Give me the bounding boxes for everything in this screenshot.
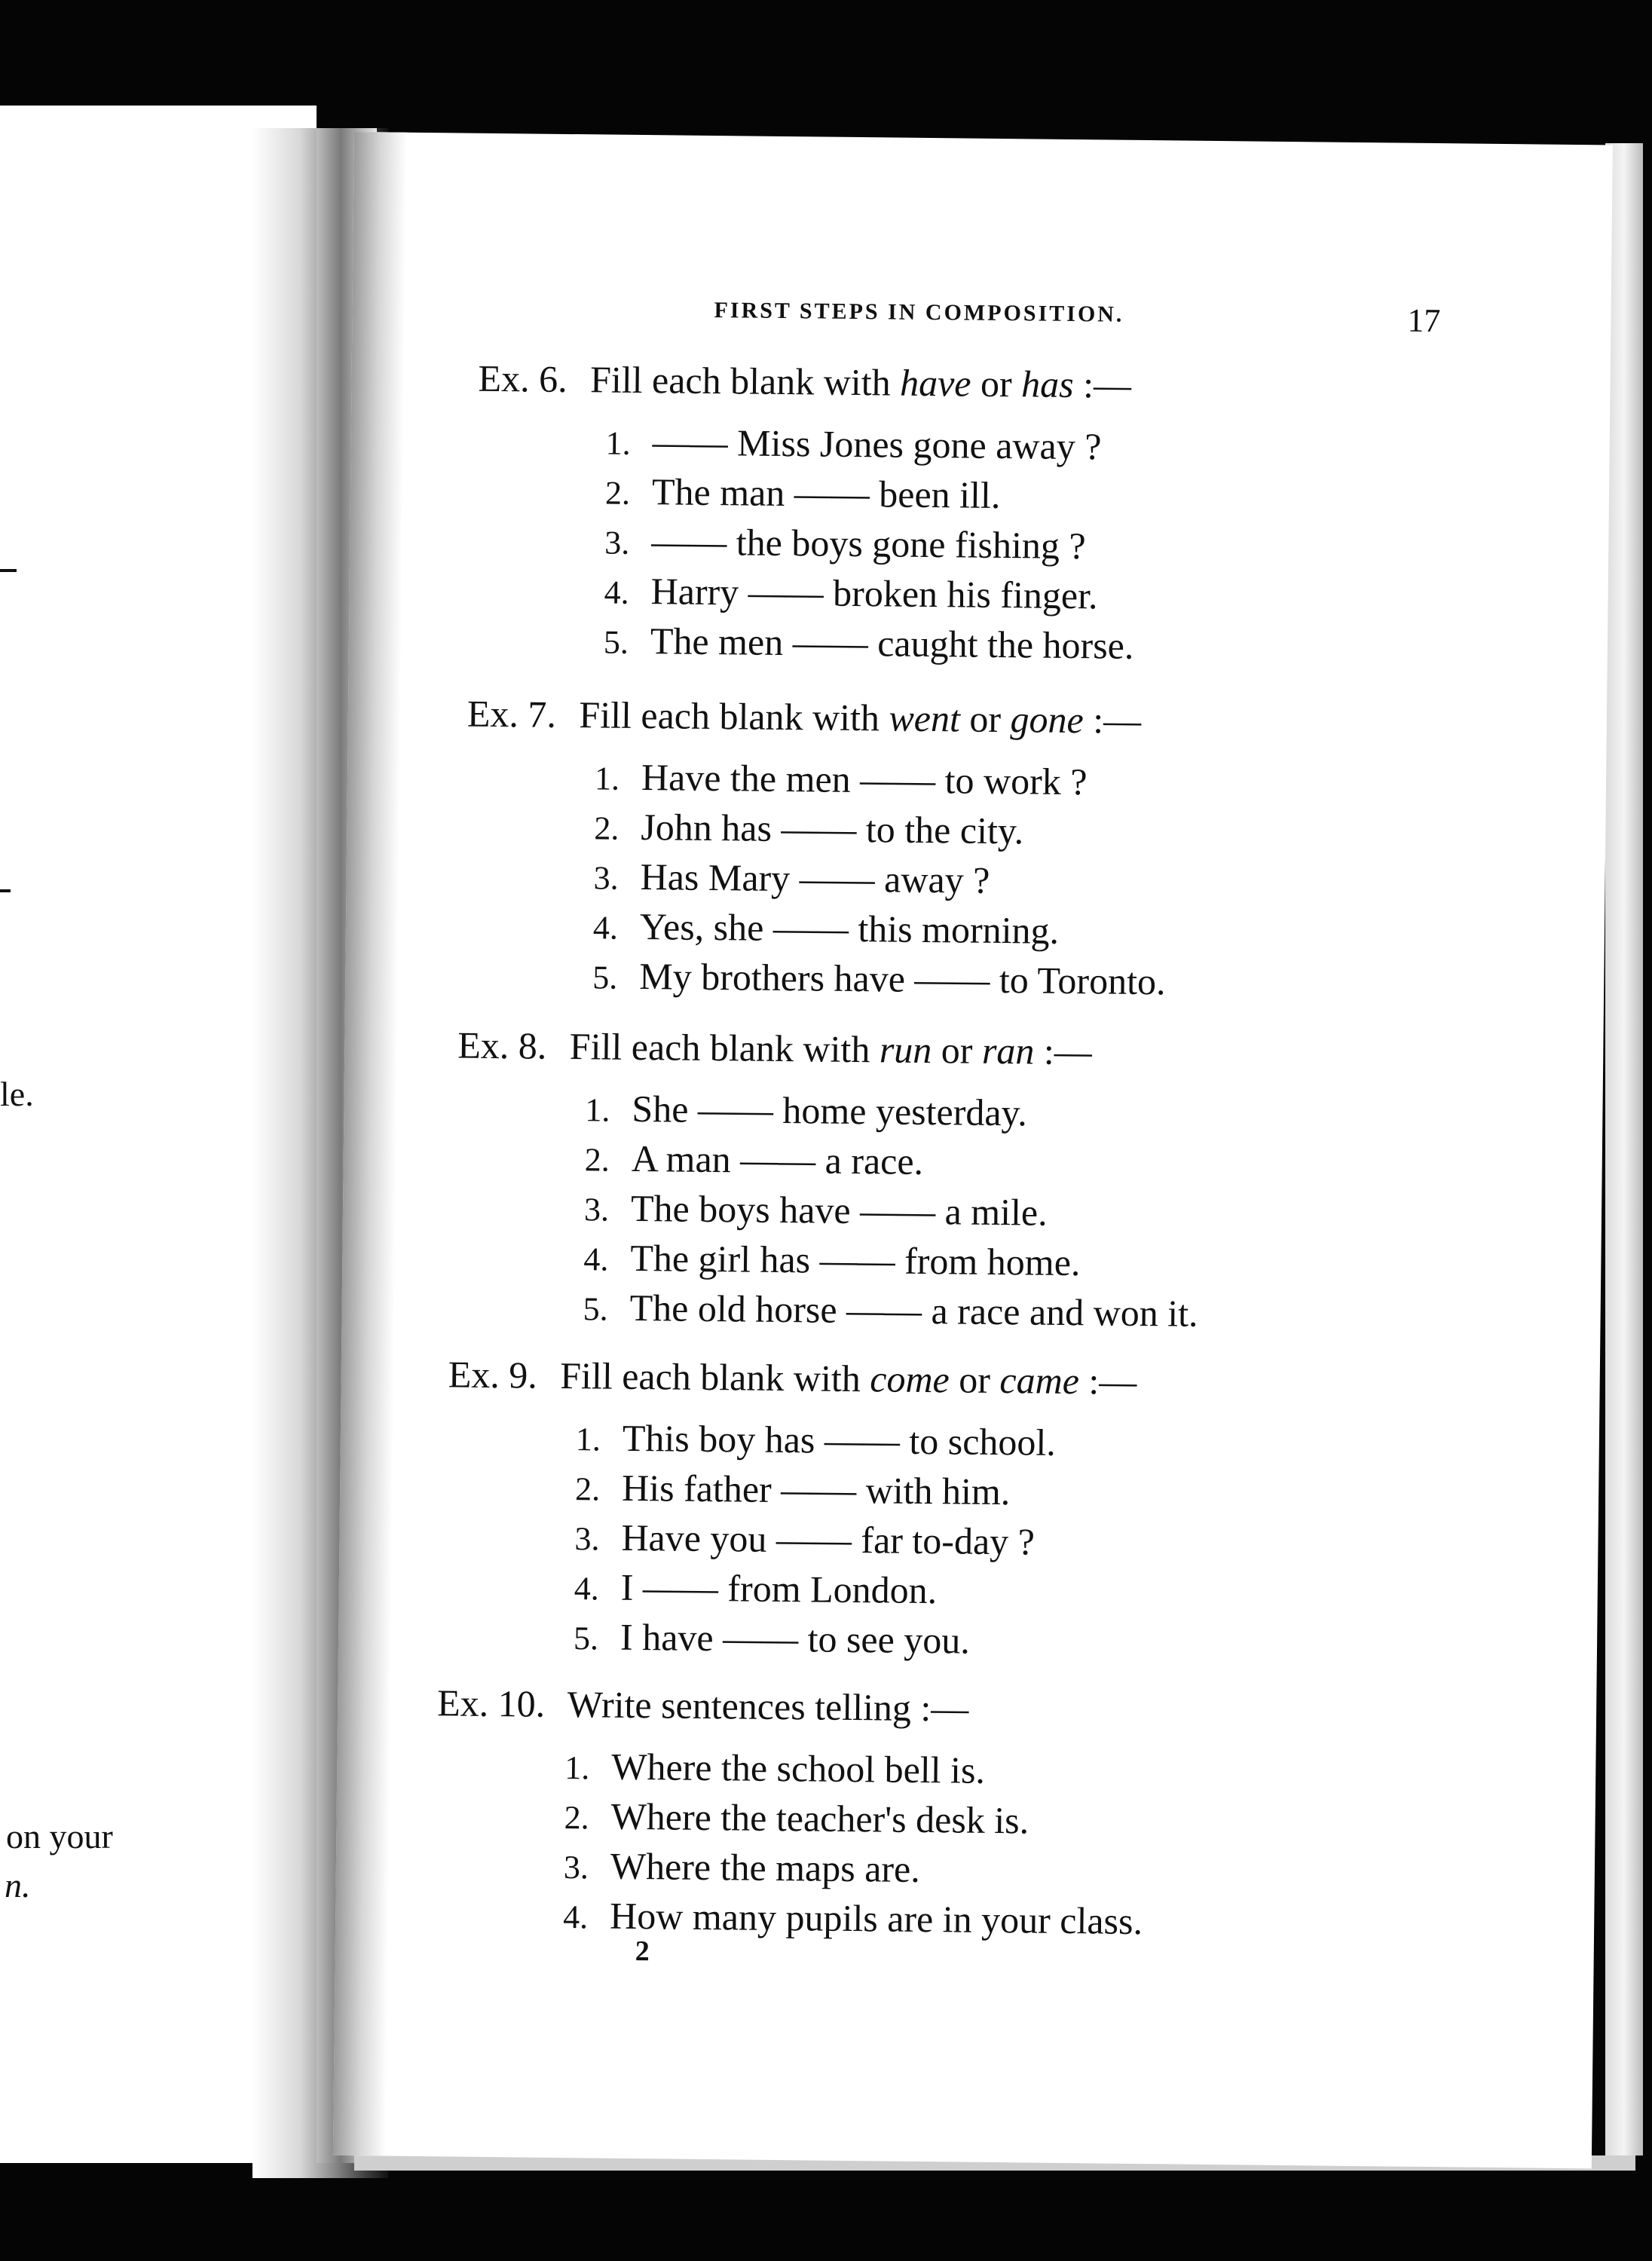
instruction-text: Fill each blank with (559, 1354, 861, 1400)
page-number: 17 (1407, 301, 1441, 340)
item-text: Have you —— far to-day ? (621, 1516, 1036, 1563)
item-number: 4. (604, 574, 629, 611)
item-text: The boys have —— a mile. (630, 1186, 1048, 1234)
item-number: 4. (574, 1570, 600, 1608)
exercise-heading (448, 1348, 1652, 1413)
left-page-fragment: n. (5, 1866, 31, 1905)
item-text: The man —— been ill. (651, 470, 1001, 517)
right-page (333, 132, 1613, 2168)
instruction-text: Fill each blank with (579, 693, 880, 739)
exercise-label: Ex. 10. (436, 1681, 546, 1725)
exercise-item (604, 616, 1652, 677)
instruction-suffix: :— (1092, 699, 1142, 742)
option-word: come (870, 1357, 950, 1401)
exercise-item (583, 1282, 1652, 1343)
item-text: Has Mary —— away ? (640, 855, 990, 901)
exercise-heading (467, 687, 1652, 753)
option-word: have (899, 361, 971, 405)
item-text: The girl has —— from home. (630, 1236, 1081, 1284)
exercise-item (563, 1890, 1641, 1951)
left-page-fragment: on your (6, 1817, 113, 1856)
instruction-text: Write sentences telling :— (567, 1683, 969, 1730)
instruction-text: Fill each blank with (589, 358, 891, 404)
instruction-suffix: :— (1088, 1360, 1137, 1403)
item-number: 3. (574, 1520, 600, 1558)
item-number: 4. (583, 1241, 609, 1278)
item-number: 3. (583, 1191, 610, 1228)
item-text: I have —— to see you. (620, 1615, 971, 1662)
instruction-text: Fill each blank with (569, 1025, 870, 1071)
item-text: A man —— a race. (631, 1137, 924, 1183)
left-page-dash (0, 889, 11, 892)
item-number: 5. (603, 623, 629, 661)
item-number: 1. (605, 424, 631, 462)
item-number: 2. (574, 1470, 601, 1508)
item-text: How many pupils are in your class. (609, 1894, 1143, 1943)
connector-word: or (980, 362, 1012, 405)
exercise-item (592, 950, 1652, 1011)
item-number: 4. (562, 1898, 589, 1936)
item-text: Where the teacher's desk is. (610, 1794, 1029, 1842)
item-number: 2. (584, 1141, 610, 1179)
item-text: The men —— caught the horse. (650, 620, 1134, 667)
left-page-dash (0, 569, 17, 572)
connector-word: or (969, 697, 1002, 741)
item-text: John has —— to the city. (641, 806, 1024, 852)
item-text: Have the men —— to work ? (641, 756, 1088, 803)
item-text: This boy has —— to school. (622, 1416, 1057, 1464)
exercise-8 (454, 1019, 1652, 1344)
connector-word: or (959, 1358, 991, 1401)
exercise-label: Ex. 6. (478, 356, 567, 400)
option-word: came (999, 1359, 1080, 1403)
item-text: —— Miss Jones gone away ? (652, 421, 1102, 468)
option-word: run (879, 1028, 932, 1072)
item-number: 4. (592, 909, 619, 947)
item-text: —— the boys gone fishing ? (651, 520, 1086, 568)
running-title: FIRST STEPS IN COMPOSITION. (714, 298, 1124, 327)
item-text: The old horse —— a race and won it. (629, 1286, 1198, 1335)
option-word: went (889, 696, 961, 740)
item-text: His father —— with him. (621, 1466, 1011, 1513)
item-number: 3. (604, 524, 630, 561)
connector-word: or (941, 1029, 973, 1072)
item-number: 3. (563, 1849, 589, 1886)
signature-mark: 2 (635, 1935, 650, 1968)
item-text: Harry —— broken his finger. (650, 570, 1098, 617)
exercise-item (574, 1611, 1652, 1672)
exercise-7 (464, 687, 1652, 1012)
item-number: 5. (592, 959, 618, 996)
option-word: has (1020, 363, 1074, 406)
exercise-heading (457, 1019, 1652, 1085)
item-number: 5. (583, 1290, 608, 1328)
item-number: 2. (564, 1799, 589, 1837)
exercise-9 (445, 1348, 1652, 1672)
item-number: 1. (575, 1421, 601, 1458)
item-number: 1. (564, 1749, 590, 1787)
item-text: My brothers have —— to Toronto. (638, 955, 1166, 1003)
item-number: 3. (593, 859, 619, 897)
item-text: She —— home yesterday. (632, 1087, 1028, 1134)
exercise-heading (478, 352, 1652, 418)
item-number: 2. (604, 474, 631, 512)
item-text: Yes, she —— this morning. (639, 905, 1060, 952)
item-number: 1. (585, 1091, 610, 1129)
exercise-label: Ex. 7. (467, 692, 557, 736)
exercise-label: Ex. 8. (457, 1023, 547, 1067)
item-text: Where the school bell is. (611, 1745, 986, 1791)
item-text: I —— from London. (620, 1565, 938, 1612)
option-word: gone (1010, 698, 1085, 742)
item-number: 2. (594, 809, 620, 847)
item-number: 5. (573, 1620, 599, 1657)
exercise-10 (435, 1676, 1644, 1951)
exercise-heading (437, 1676, 1644, 1742)
exercise-label: Ex. 9. (448, 1353, 538, 1397)
item-number: 1. (594, 760, 620, 797)
exercise-6 (476, 352, 1652, 677)
item-text: Where the maps are. (610, 1844, 921, 1890)
instruction-suffix: :— (1082, 363, 1132, 406)
option-word: ran (981, 1029, 1035, 1072)
left-page-fragment: le. (0, 1075, 34, 1113)
instruction-suffix: :— (1043, 1030, 1093, 1073)
